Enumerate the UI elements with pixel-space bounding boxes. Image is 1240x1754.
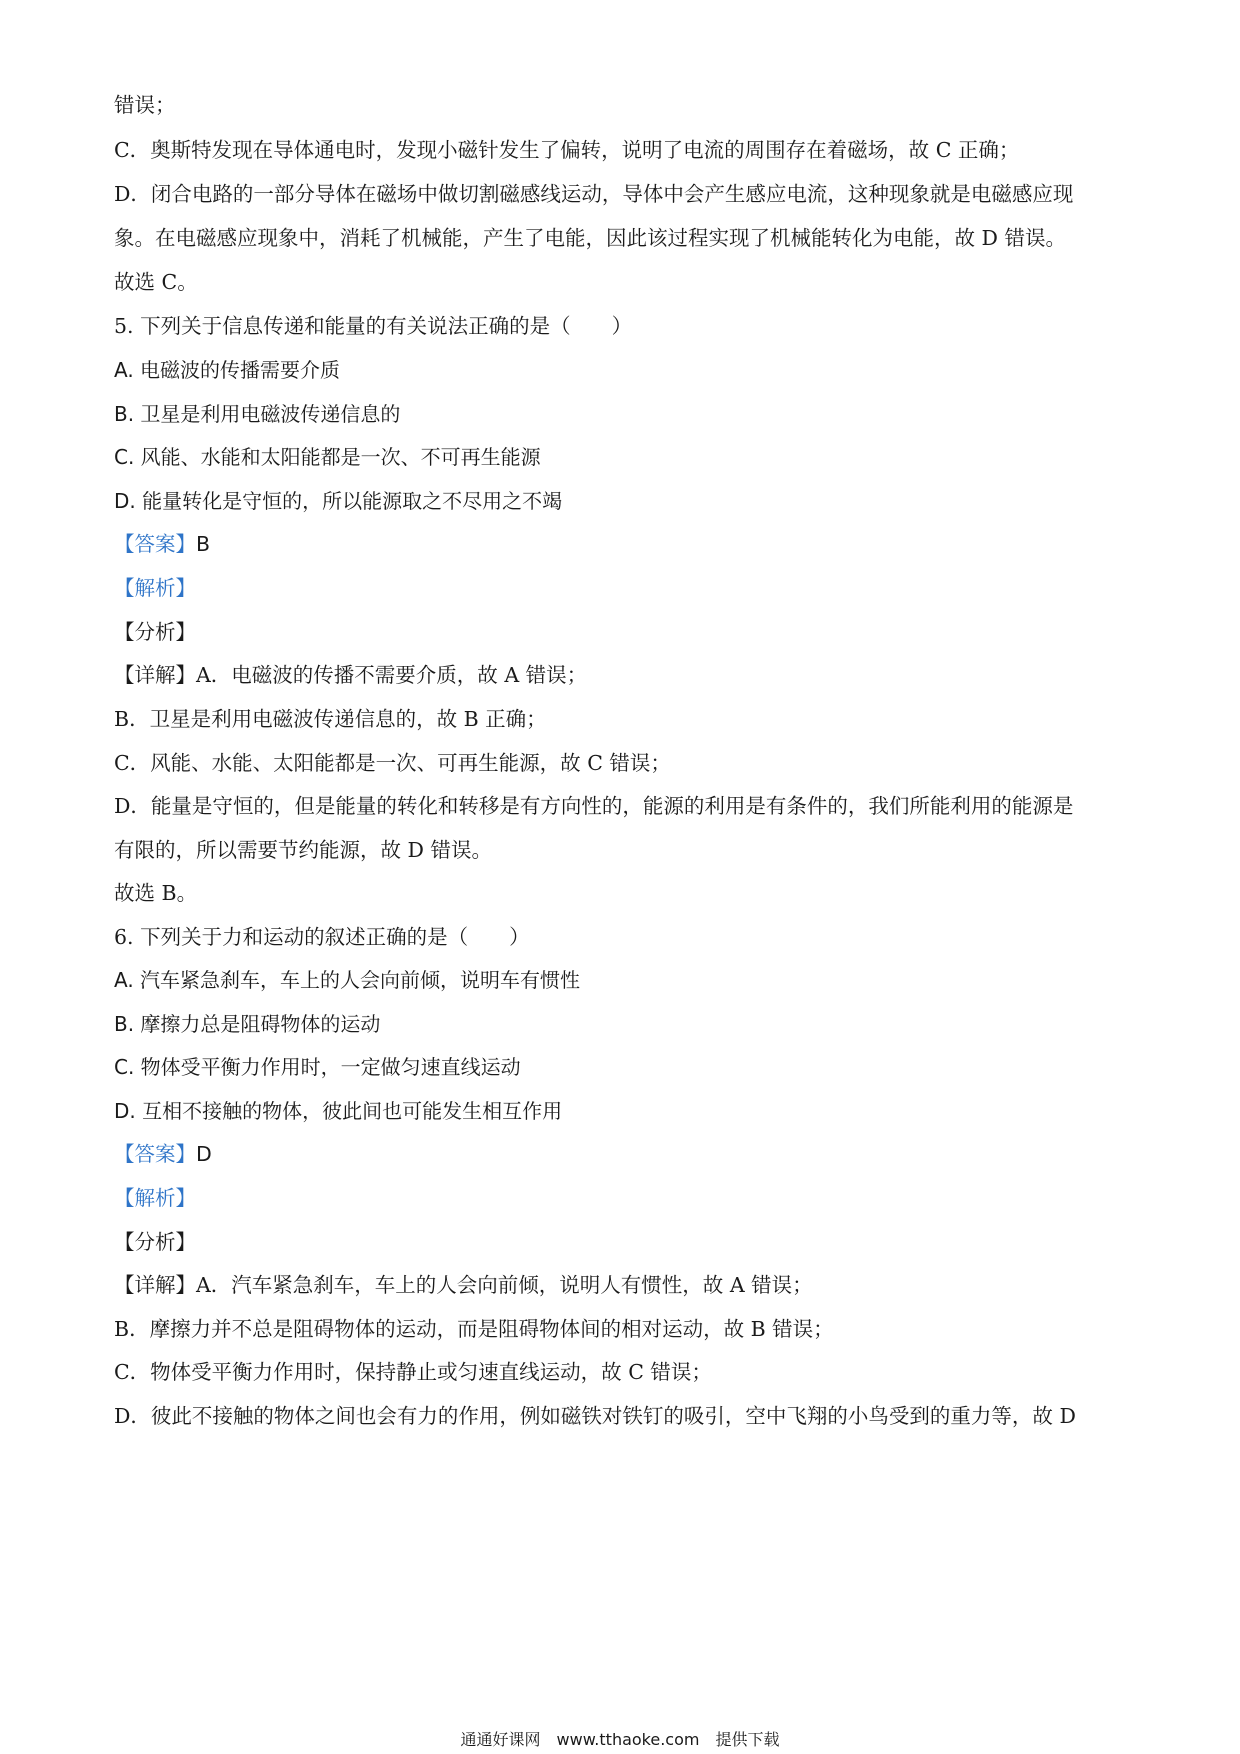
question-5-detail — [114, 662, 587, 688]
detail-line: B．摩擦力并不总是阻碍物体的运动，而是阻碍物体间的相对运动，故 B 错误； — [114, 1317, 834, 1341]
question-5-answer — [114, 531, 210, 557]
question-6-detail — [114, 1272, 813, 1298]
text-line: 象。在电磁感应现象中，消耗了机械能，产生了电能，因此该过程实现了机械能转化为电能，故 D 错误。 — [114, 226, 1066, 250]
answer-value: D — [196, 1142, 212, 1166]
fenxi-heading: 【分析】 — [114, 620, 196, 644]
question-5-option-b: B. 卫星是利用电磁波传递信息的 — [114, 402, 401, 426]
question-6-option-c: C. 物体受平衡力作用时，一定做匀速直线运动 — [114, 1055, 521, 1079]
detail-text: A．汽车紧急刹车，车上的人会向前倾，说明人有惯性，故 A 错误； — [196, 1273, 813, 1297]
question-5-option-c: C. 风能、水能和太阳能都是一次、不可再生能源 — [114, 445, 541, 469]
detail-line: D．能量是守恒的，但是能量的转化和转移是有方向性的，能源的利用是有条件的，我们所能利用的能源是 — [114, 794, 1074, 818]
fenxi-heading: 【分析】 — [114, 1230, 196, 1254]
question-5-option-d: D. 能量转化是守恒的，所以能源取之不尽用之不竭 — [114, 489, 563, 513]
detail-tag: 【详解】 — [114, 1273, 196, 1297]
analysis-tag: 【解析】 — [114, 576, 196, 600]
detail-line: 有限的，所以需要节约能源，故 D 错误。 — [114, 838, 492, 862]
answer-value: B — [196, 532, 211, 556]
question-6-option-a: A. 汽车紧急刹车，车上的人会向前倾，说明车有惯性 — [114, 968, 581, 992]
question-5-option-a: A. 电磁波的传播需要介质 — [114, 358, 341, 382]
page-footer: 通通好课网 www.tthaoke.com 提供下载 — [460, 1730, 780, 1749]
question-5-stem: 5. 下列关于信息传递和能量的有关说法正确的是（ ） — [114, 314, 633, 338]
detail-line: C．风能、水能、太阳能都是一次、可再生能源，故 C 错误； — [114, 751, 671, 775]
question-6-option-d: D. 互相不接触的物体，彼此间也可能发生相互作用 — [114, 1099, 563, 1123]
answer-tag: 【答案】 — [114, 1142, 196, 1166]
detail-line: B．卫星是利用电磁波传递信息的，故 B 正确； — [114, 707, 547, 731]
question-6-answer — [114, 1141, 212, 1167]
detail-line: 故选 B。 — [114, 881, 198, 905]
analysis-tag: 【解析】 — [114, 1186, 196, 1210]
text-line: 错误； — [114, 93, 176, 117]
text-line: C．奥斯特发现在导体通电时，发现小磁针发生了偏转，说明了电流的周围存在着磁场，故 C 正确； — [114, 138, 1020, 162]
detail-tag: 【详解】 — [114, 663, 196, 687]
detail-line: D．彼此不接触的物体之间也会有力的作用，例如磁铁对铁钉的吸引，空中飞翔的小鸟受到的重力等，故 D — [114, 1404, 1076, 1428]
question-6-stem: 6. 下列关于力和运动的叙述正确的是（ ） — [114, 925, 530, 949]
detail-text: A．电磁波的传播不需要介质，故 A 错误； — [196, 663, 588, 687]
text-line: 故选 C。 — [114, 270, 198, 294]
detail-line: C．物体受平衡力作用时，保持静止或匀速直线运动，故 C 错误； — [114, 1360, 712, 1384]
answer-tag: 【答案】 — [114, 532, 196, 556]
question-6-option-b: B. 摩擦力总是阻碍物体的运动 — [114, 1012, 381, 1036]
text-line: D．闭合电路的一部分导体在磁场中做切割磁感线运动，导体中会产生感应电流，这种现象就是电磁感应现 — [114, 182, 1074, 206]
